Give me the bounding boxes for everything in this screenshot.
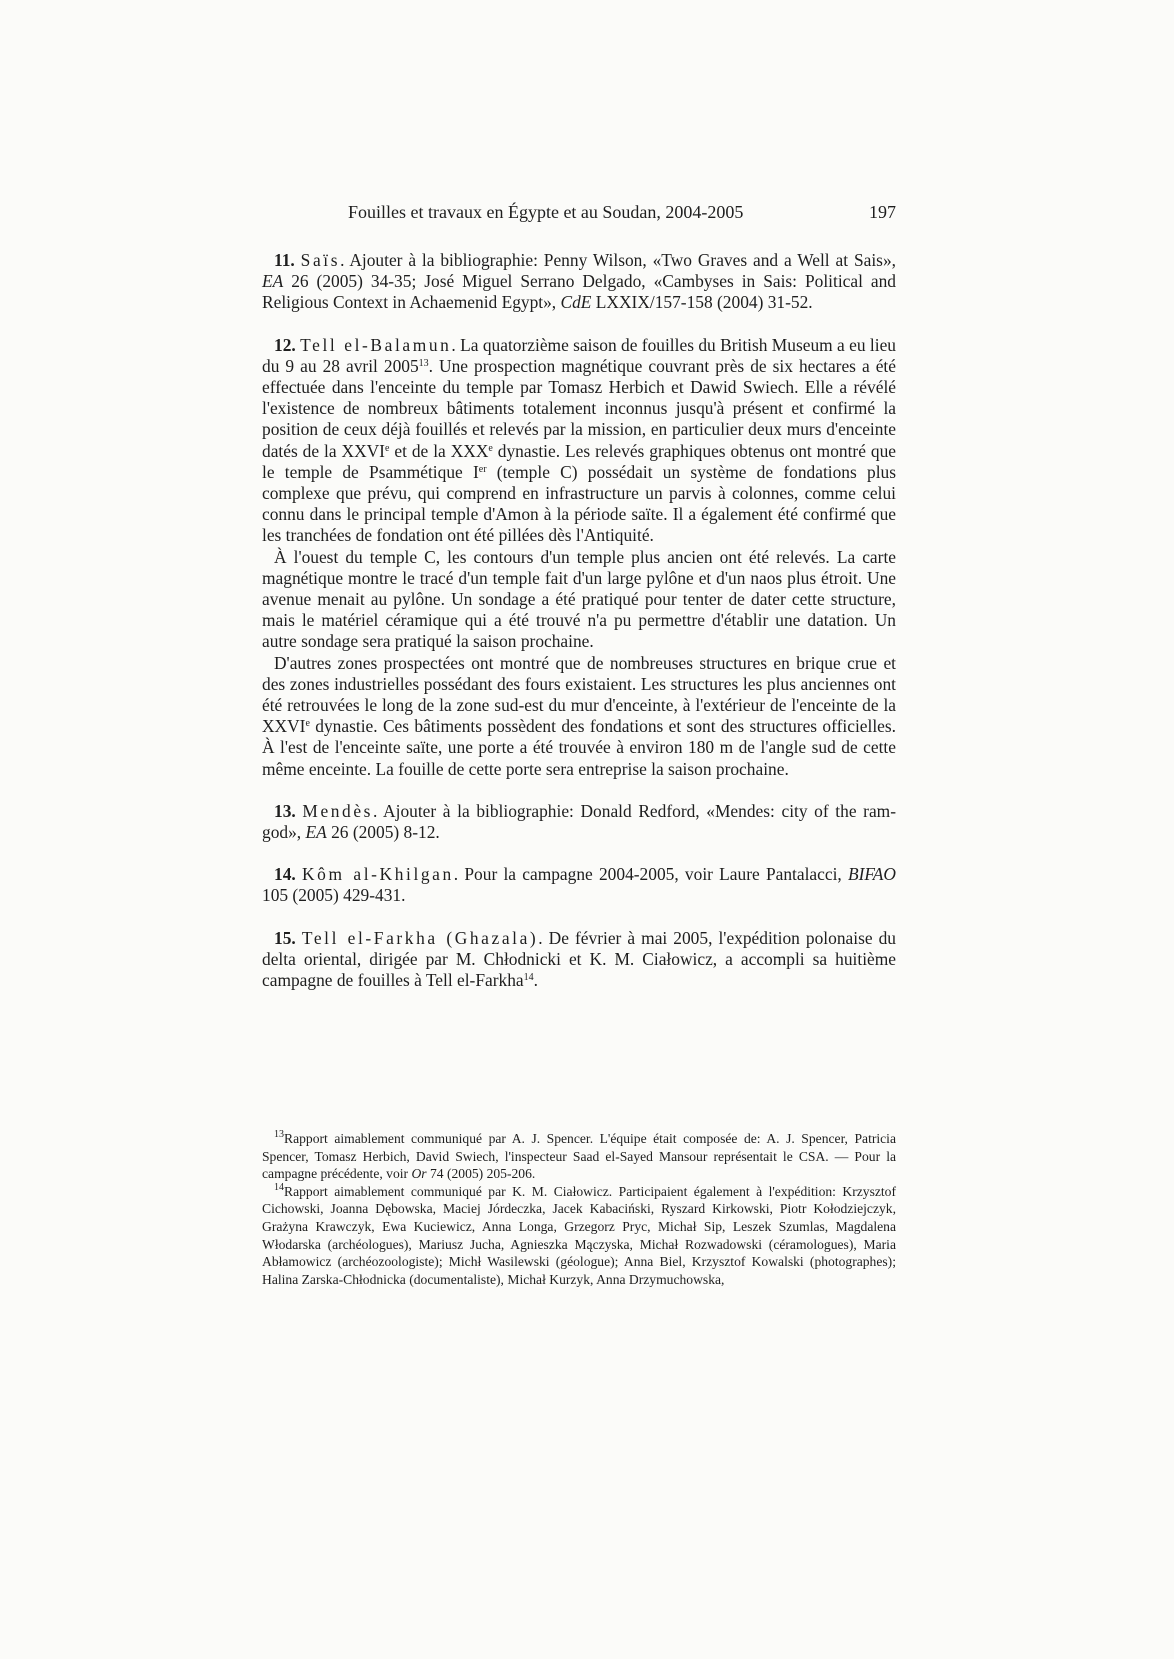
entry-text: 105 (2005) 429-431. — [262, 885, 406, 906]
entry-12-paragraph-3 — [262, 653, 896, 780]
entry-13 — [262, 801, 896, 843]
entry-text: 26 (2005) 8-12. — [326, 822, 440, 843]
entry-text: . Ajouter à la bibliographie: Penny Wilson, «Two Graves and a Well at Sais», — [340, 250, 896, 270]
entry-number: 15. — [274, 927, 296, 948]
footnote-14 — [262, 1183, 896, 1289]
entry-text: dynastie. Les relevés graphiques obtenus ont montré que le temple de Psammétique I — [262, 440, 896, 482]
footnote-mark: 14 — [274, 1181, 284, 1193]
journal-abbrev: EA — [262, 271, 284, 292]
site-name: Saïs — [300, 250, 341, 270]
entry-11-paragraph — [262, 250, 896, 314]
entry-text: . — [533, 970, 538, 991]
entry-text: . Une prospection magnétique couvrant près de six hectares a été effectuée dans l'enceinte du temple par Tomasz Herbich et Dawid Swiech. Elle a révélé l'existence de nombreux bâtiments totalement inconnus jusqu'à présent et confirmé la position de ceux déjà fouillés et relevés par la mission, en particulier deux murs d'enceinte datés de la XXVI — [262, 355, 896, 461]
entry-number: 12. — [274, 334, 296, 355]
entry-text: . La quatorzième saison de fouilles du British Museum a eu lieu du 9 au 28 avril 2005 — [262, 334, 897, 376]
footnote-text: 74 (2005) 205-206. — [426, 1166, 536, 1182]
entry-15 — [262, 928, 896, 992]
ordinal-suffix: er — [478, 463, 487, 475]
entry-12 — [262, 335, 896, 780]
entry-number: 14. — [274, 864, 296, 885]
footnote-mark: 13 — [274, 1129, 284, 1140]
entry-number: 13. — [274, 800, 296, 821]
journal-abbrev: BIFAO — [848, 864, 896, 885]
footnote-13 — [262, 1130, 896, 1183]
ordinal-suffix: e — [305, 718, 310, 730]
footnotes — [262, 1130, 896, 1288]
footnote-text: Rapport aimablement communiqué par A. J. Spencer. L'équipe était composée de: A. J. Spencer, Patricia Spencer, Tomasz Herbich, David Swiech, l'inspecteur Saad el-Sayed Mansour représentait le CSA. — Pour la campagne précédente, voir — [262, 1131, 896, 1182]
footnote-text: Rapport aimablement communiqué par K. M. Ciałowicz. Participaient également à l'expédition: Krzysztof Cichowski, Joanna Dębowska, Maciej Jórdeczka, Jacek Kabaciński, Ryszard Kirkowski, Piotr Kołodziejczyk, Grażyna Krawczyk, Ewa Kuciewicz, Anna Longa, Grzegorz Pryc, Michał Sip, Leszek Szumlas, Magdalena Włodarska (archéologues), Mariusz Jucha, Agnieszka Mączyska, Michał Rozwadowski (céramologues), Maria Abłamowicz (archéozoologiste); Michł Wasilewski (géologue); Anna Biel, Krzysztof Kowalski (photographes); Halina Zarska-Chłodnicka (documentaliste), Michał Kurzyk, Anna Drzymuchowska, — [262, 1183, 896, 1287]
journal-abbrev: CdE — [560, 292, 592, 313]
journal-abbrev: EA — [305, 822, 327, 843]
entry-text: dynastie. Ces bâtiments possèdent des fondations et sont des structures officielles. À l'est de l'enceinte saïte, une porte a été trouvée à environ 180 m de l'angle sud de cette même enceinte. La fouille de cette porte sera entreprise la saison prochaine. — [262, 716, 896, 779]
ordinal-suffix: e — [384, 442, 390, 454]
site-name: Kôm al-Khilgan — [302, 864, 454, 885]
entry-13-paragraph — [262, 801, 896, 843]
entry-15-paragraph — [262, 928, 896, 992]
ordinal-suffix: e — [488, 442, 493, 454]
footnote-ref[interactable]: 13 — [418, 357, 429, 369]
journal-abbrev: Or — [411, 1166, 427, 1182]
page-number: 197 — [869, 202, 896, 222]
running-title: Fouilles et travaux en Égypte et au Soudan, 2004-2005 — [348, 202, 744, 222]
footnote-ref[interactable]: 14 — [523, 972, 534, 984]
entry-text: (temple C) possédait un système de fondations plus complexe que prévu, qui comprend en infrastructure un parvis à colonnes, comme celui connu dans le principal temple d'Amon à la période saïte. Il a également été confirmé que les tranchées de fondation ont été pillées dès l'Antiquité. — [262, 461, 896, 546]
main-text — [262, 250, 896, 1012]
entry-text: 26 (2005) 34-35; José Miguel Serrano Delgado, «Cambyses in Sais: Political and Religious Context in Achaemenid Egypt», — [262, 271, 896, 313]
entry-text: . De février à mai 2005, l'expédition polonaise du delta oriental, dirigée par M. Chłodnicki et K. M. Ciałowicz, a accompli sa huitième campagne de fouilles à Tell el-Farkha — [262, 927, 896, 991]
entry-text: . Ajouter à la bibliographie: Donald Redford, «Mendes: city of the ram-god», — [262, 800, 896, 843]
entry-11 — [262, 250, 896, 314]
entry-14 — [262, 864, 896, 906]
entry-text: . Pour la campagne 2004-2005, voir Laure Pantalacci, — [453, 864, 849, 885]
site-name: Mendès — [302, 800, 374, 821]
entry-text: et de la XXX — [389, 440, 489, 461]
site-name: Tell el-Farkha (Ghazala) — [301, 927, 539, 948]
entry-14-paragraph — [262, 864, 896, 906]
entry-text: D'autres zones prospectées ont montré que de nombreuses structures en brique crue et des zones industrielles possédant des fours existaient. Les structures les plus anciennes ont été retrouvées le long de la zone sud-est du mur d'enceinte, à l'extérieur de l'enceinte de la XXVI — [262, 652, 896, 737]
entry-text: LXXIX/157-158 (2004) 31-52. — [591, 292, 813, 313]
site-name: Tell el-Balamun — [300, 334, 452, 355]
entry-12-paragraph-1 — [262, 335, 896, 547]
entry-12-paragraph-2: À l'ouest du temple C, les contours d'un temple plus ancien ont été relevés. La carte magnétique montre le tracé d'un temple fait d'un large pylône et d'un naos plus étroit. Une avenue menait au pylône. Un sondage a été pratiqué pour tenter de dater cette structure, mais le matériel céramique qui a été trouvé n'a pu permettre d'établir une datation. Un autre sondage sera pratiqué la saison prochaine. — [262, 546, 896, 652]
entry-number: 11. — [274, 250, 295, 270]
